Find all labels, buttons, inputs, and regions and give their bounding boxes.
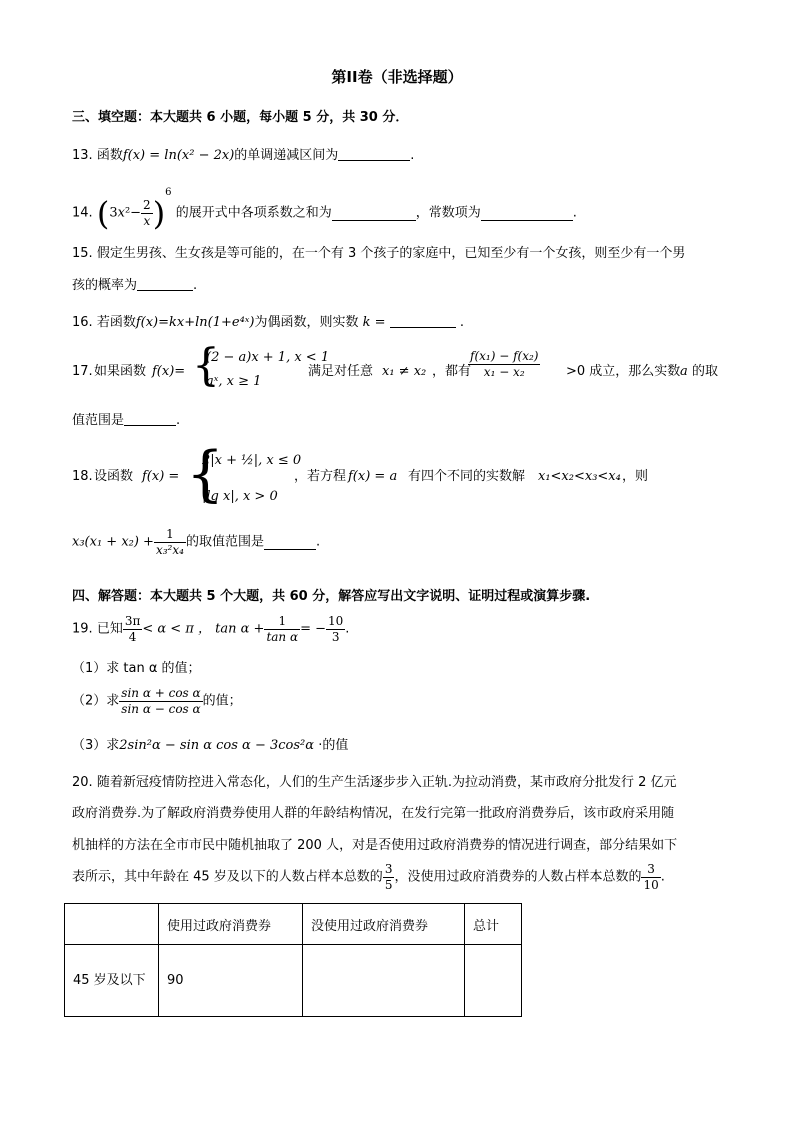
q15-answer-blank[interactable] (137, 276, 193, 291)
table-header-cell: 没使用过政府消费券 (303, 904, 465, 945)
table-cell (303, 945, 465, 1017)
q19-fraction-1: $\frac{3\pi}{4}$ (124, 614, 141, 644)
q14-constant-blank[interactable] (481, 206, 573, 221)
q14-number: 14. (72, 205, 93, 221)
q20-line4b: ，没使用过政府消费券的人数占样本总数的 (394, 869, 642, 885)
q17-fx: f(x)= (152, 364, 186, 379)
q14-sum-blank[interactable] (332, 206, 416, 221)
q15-number: 15. (72, 246, 93, 261)
q19-sub3-expr: 2sin²α − sin α cos α − 3cos²α (119, 738, 315, 753)
q19-tan: tan α + (215, 621, 265, 637)
table-header-cell (65, 904, 159, 945)
q14-post1: 的展开式中各项系数之和为 (175, 205, 332, 221)
table-header-cell: 总计 (465, 904, 522, 945)
question-14 (72, 184, 577, 233)
q20-line4 (72, 862, 665, 902)
q16-end: . (459, 315, 464, 330)
q13-post: 的单调递减区间为 (234, 148, 339, 163)
q16-answer-blank[interactable] (390, 313, 456, 328)
q18-end: . (315, 534, 321, 550)
q17-end: . (176, 413, 181, 428)
q14-paren-close: ) (152, 194, 166, 233)
q18-case1: 2|x + ½|, x ≤ 0 (202, 453, 302, 468)
q17-post1: 满足对任意 (308, 364, 374, 379)
table-cell: 90 (159, 945, 303, 1017)
part4-heading: 四、解答题：本大题共 5 个大题，共 60 分，解答应写出文字说明、证明过程或演算步骤. (72, 589, 591, 604)
table-header-cell: 使用过政府消费券 (159, 904, 303, 945)
q13-number: 13. (72, 148, 93, 163)
q16-func: f(x)=kx+ln(1+e⁴ˣ) (135, 315, 255, 330)
q13-pre: 函数 (96, 148, 123, 163)
section-title: 第II卷（非选择题） (331, 68, 463, 86)
question-18-line2 (72, 527, 320, 567)
q17-fraction: $\frac{\text{f(x₁) − f(x₂)}}{\text{x₁ − x₂}}$ (470, 349, 539, 379)
question-15-line2 (72, 276, 197, 295)
q17-case1: (2 − a)x + 1, x < 1 (206, 350, 330, 365)
question-15-line1 (72, 245, 685, 263)
q19-end: . (345, 621, 350, 637)
q17-a: a (680, 364, 688, 379)
q20-line2: 政府消费券.为了解政府消费券使用人群的年龄结构情况，在发行完第一批政府消费券后，该市政府采用随 (72, 806, 675, 821)
q17-cond: x₁ ≠ x₂ (382, 364, 427, 379)
q19-sub2-post: 的值； (202, 693, 242, 709)
q16-k: k = (362, 315, 386, 330)
table-cell (465, 945, 522, 1017)
q17-number: 17. (72, 364, 93, 379)
question-13 (72, 146, 414, 165)
q14-paren-open: ( (96, 194, 110, 233)
q19-pre: 已知 (96, 621, 123, 637)
q19-number: 19. (72, 621, 93, 637)
q14-term1: 3x²− (109, 205, 142, 221)
q17-line2: 值范围是 (72, 413, 125, 428)
q18-answer-blank[interactable] (264, 535, 316, 550)
q19-sub3-post: ·的值 (318, 738, 349, 753)
q17-pre: 如果函数 (94, 364, 147, 379)
q13-end: . (410, 148, 415, 163)
q14-end: . (572, 205, 577, 221)
q19-sub2-pre: （2）求 (72, 693, 120, 709)
q19-sub2 (72, 686, 242, 726)
q15-line2: 孩的概率为 (72, 278, 138, 293)
q13-answer-blank[interactable] (338, 146, 410, 161)
q20-line1: 随着新冠疫情防控进入常态化，人们的生产生活逐步步入正轨.为拉动消费，某市政府分批发行 2 亿元 (96, 775, 677, 790)
q18-pre: 设函数 (94, 469, 134, 484)
q19-eq: = − (300, 621, 326, 637)
q17-answer-blank[interactable] (124, 411, 176, 426)
q16-post: 为偶函数，则实数 (254, 315, 359, 330)
q17-post3: >0 成立，那么实数 (566, 364, 681, 379)
q18-expr: x₃(x₁ + x₂) + (72, 534, 154, 550)
q18-order: x₁<x₂<x₃<x₄ (538, 469, 621, 484)
q19-fraction-3: $\frac{10}{3}$ (328, 614, 344, 644)
q18-post2: 有四个不同的实数解 (408, 469, 526, 484)
q16-pre: 若函数 (96, 315, 136, 330)
q18-fraction: $\frac{1}{\text{x₃²x₄}}$ (155, 527, 184, 557)
q19-sub1: （1）求 tan α 的值； (72, 661, 201, 676)
q17-case2: aˣ, x ≥ 1 (206, 374, 262, 389)
q18-number: 18. (72, 469, 93, 484)
q15-end: . (193, 278, 198, 293)
question-17-line2 (72, 411, 180, 430)
q18-fx: f(x) = (142, 469, 180, 484)
q16-number: 16. (72, 315, 93, 330)
q13-func: f(x) = ln(x² − 2x) (122, 148, 235, 163)
q17-post2: ，都有 (432, 364, 472, 379)
q14-mid: ，常数项为 (415, 205, 481, 221)
q17-brace: { (192, 340, 220, 391)
q20-line3: 机抽样的方法在全市市民中随机抽取了 200 人，对是否使用过政府消费券的情况进行调查，部分结果如下 (72, 838, 678, 853)
q18-post1: ，若方程 (294, 469, 347, 484)
q19-fraction-2: $\frac{1}{\text{tan α}}$ (266, 614, 299, 644)
q20-end: . (660, 869, 665, 885)
q20-fraction-2: $\frac{3}{10}$ (643, 862, 659, 892)
q18-case2: |lg x|, x > 0 (202, 489, 278, 504)
q19-sub2-fraction: $\frac{\text{sin α + cos α}}{\text{sin α − cos α}}$ (121, 686, 201, 716)
q18-post3: ，则 (622, 469, 649, 484)
table-row (65, 945, 522, 1017)
q18-eq: f(x) = a (348, 469, 398, 484)
q18-line2: 的取值范围是 (185, 534, 264, 550)
q14-exponent: 6 (165, 187, 172, 198)
q20-fraction-1: $\frac{3}{5}$ (384, 862, 393, 892)
q19-sub3 (72, 737, 348, 755)
table-cell: 45 岁及以下 (65, 945, 159, 1017)
q17-post4: 的取 (692, 364, 719, 379)
q20-line4a: 表所示，其中年龄在 45 岁及以下的人数占样本总数的 (72, 869, 383, 885)
q19-sub3-pre: （3）求 (72, 738, 120, 753)
question-19 (72, 614, 349, 654)
q18-brace: { (186, 439, 225, 509)
table-header-row (65, 904, 522, 945)
part3-heading: 三、填空题：本大题共 6 小题，每小题 5 分，共 30 分． (72, 110, 409, 125)
q15-line1: 假定生男孩、生女孩是等可能的，在一个有 3 个孩子的家庭中，已知至少有一个女孩，则至少有一个男 (96, 246, 686, 261)
q14-fraction: $\frac{2}{x}$ (143, 198, 151, 228)
question-20-line1 (72, 774, 677, 792)
question-16 (72, 313, 464, 332)
q20-number: 20. (72, 775, 93, 790)
q19-range: < α < π ， (142, 621, 212, 637)
consumption-voucher-table (64, 903, 522, 1017)
